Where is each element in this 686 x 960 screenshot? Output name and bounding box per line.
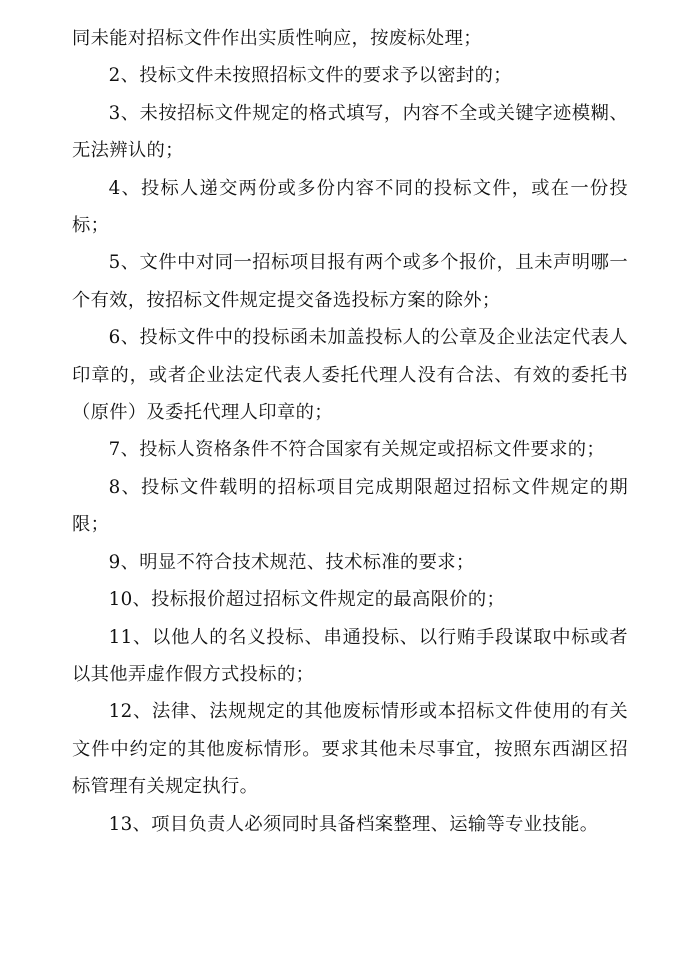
paragraph-continuation: 同未能对招标文件作出实质性响应，按废标处理； [72,28,482,49]
paragraph-item-8: 8、投标文件载明的招标项目完成期限超过招标文件规定的期限； [72,476,628,536]
paragraph-item-12: 12、法律、法规规定的其他废标情形或本招标文件使用的有关文件中约定的其他废标情形。要求其他未尽事宜，按照东西湖区招标管理有关规定执行。 [72,701,628,798]
paragraph-item-3: 3、未按招标文件规定的格式填写，内容不全或关键字迹模糊、无法辨认的； [72,102,628,162]
paragraph-item-13: 13、项目负责人必须同时具备档案整理、运输等专业技能。 [108,813,599,835]
paragraph-item-5: 5、文件中对同一招标项目报有两个或多个报价，且未声明哪一个有效，按招标文件规定提交备选投标方案的除外； [72,252,628,311]
paragraph-item-11: 11、以他人的名义投标、串通投标、以行贿手段谋取中标或者以其他弄虚作假方式投标的； [72,626,628,685]
paragraph-item-2: 2、投标文件未按照招标文件的要求予以密封的； [108,65,512,87]
paragraph-item-6: 6、投标文件中的投标函未加盖投标人的公章及企业法定代表人印章的，或者企业法定代表人委托代理人没有合法、有效的委托书（原件）及委托代理人印章的； [72,327,628,424]
paragraph-item-4: 4、投标人递交两份或多份内容不同的投标文件，或在一份投标； [72,177,628,237]
paragraph-item-7: 7、投标人资格条件不符合国家有关规定或招标文件要求的； [108,439,605,461]
paragraph-item-9: 9、明显不符合技术规范、技术标准的要求； [108,551,475,573]
document-page [72,20,628,843]
paragraph-item-10: 10、投标报价超过招标文件规定的最高限价的； [108,589,506,611]
